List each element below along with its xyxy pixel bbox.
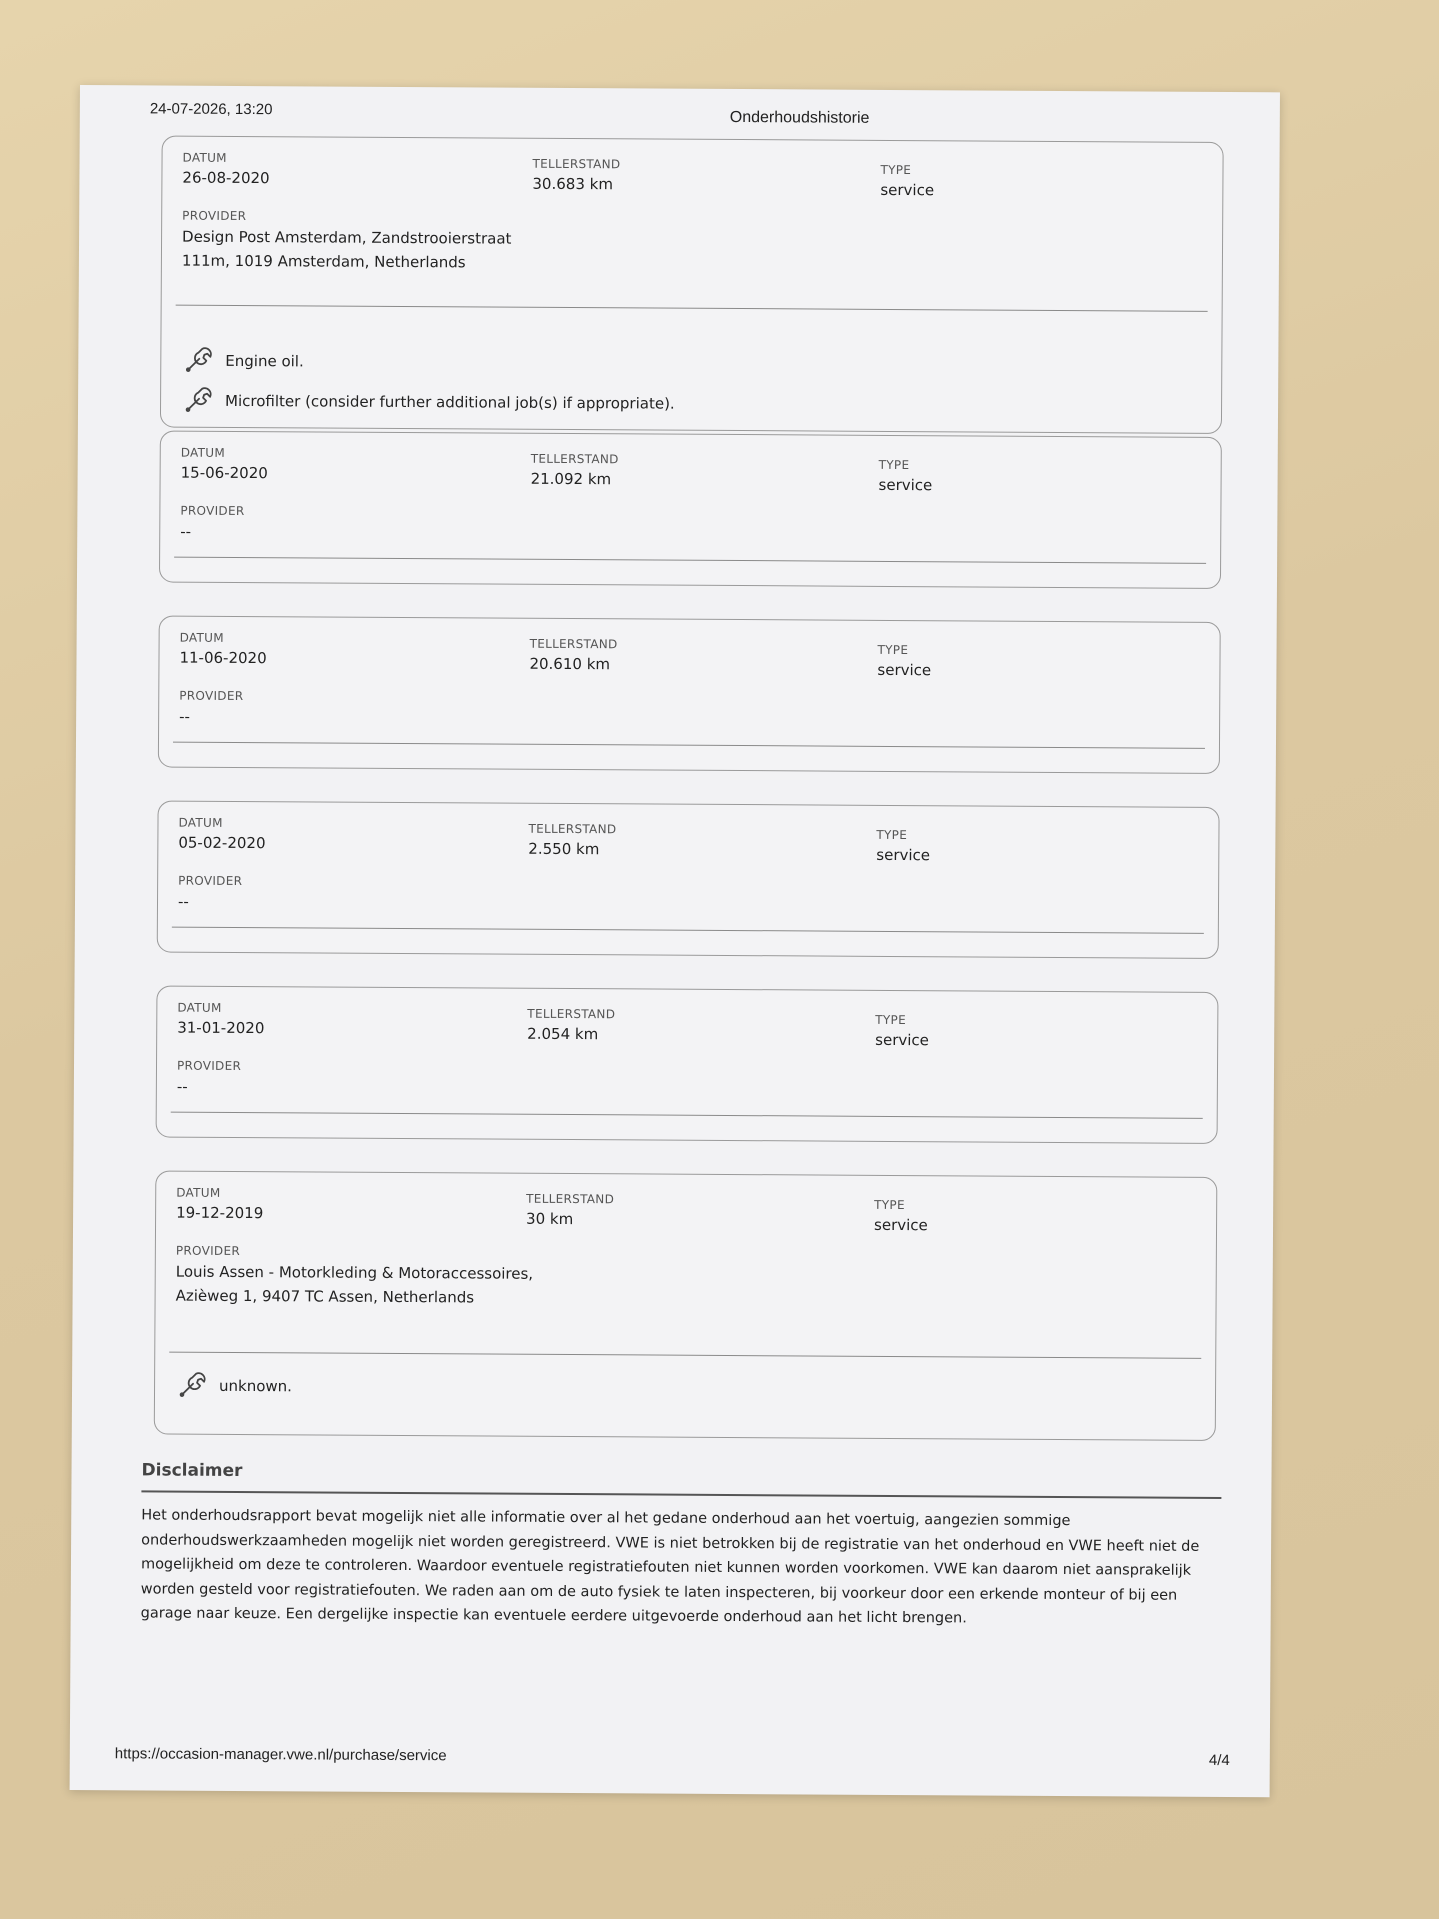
- datum-value: 19-12-2019: [176, 1203, 264, 1223]
- type-label: TYPE: [878, 457, 910, 473]
- datum-field: [179, 631, 266, 668]
- tellerstand-field: [527, 1007, 615, 1044]
- datum-field: [177, 1001, 264, 1038]
- disclaimer-text: Het onderhoudsrapport bevat mogelijk niet alle informatie over al het gedane onderhoud aan het voertuig, aangezien sommige onderhoudswerkzaamheden mogelijk niet worden geregistreerd. VWE is niet betrokken bij de registratie van het onderhoud en VWE heeft niet de mogelijkheid om deze te controleren. Waardoor eventuele registratiefouten niet kunnen worden voorkomen. VWE kan daarom niet aansprakelijk worden gesteld voor registratiefouten. We raden aan om de auto fysiek te laten inspecteren, bij voorkeur door een erkende monteur of bij een garage naar keuze. Een dergelijke inspectie kan eventuele eerdere uitgevoerde onderhoud aan het licht brengen.: [140, 1507, 1200, 1627]
- tellerstand-label: TELLERSTAND: [527, 1006, 616, 1022]
- provider-label: PROVIDER: [176, 1058, 242, 1074]
- provider-value: --: [176, 1077, 188, 1096]
- printed-page: [70, 85, 1280, 1797]
- provider-field: [177, 1059, 537, 1101]
- provider-value: Design Post Amsterdam, Zandstrooierstraat 111m, 1019 Amsterdam, Netherlands: [181, 227, 512, 272]
- tellerstand-field: [528, 822, 616, 859]
- record-divider: [171, 1112, 1203, 1119]
- tellerstand-field: [531, 452, 619, 489]
- tellerstand-field: [526, 1192, 614, 1229]
- datum-label: DATUM: [176, 1185, 221, 1200]
- tellerstand-value: 2.054 km: [527, 1024, 599, 1044]
- job-description: Microfilter (consider further additional job(s) if appropriate).: [225, 391, 675, 413]
- disclaimer-divider: [141, 1490, 1221, 1499]
- service-record-card: [160, 135, 1224, 433]
- provider-field: [176, 1244, 536, 1310]
- type-label: TYPE: [877, 642, 909, 658]
- type-value: service: [876, 845, 931, 865]
- wrench-icon: [183, 347, 213, 375]
- datum-label: DATUM: [180, 445, 226, 460]
- record-divider: [169, 1352, 1201, 1359]
- provider-label: PROVIDER: [179, 688, 244, 704]
- tellerstand-label: TELLERSTAND: [526, 1191, 615, 1207]
- page-title: Onderhoudshistorie: [729, 108, 870, 127]
- service-record-card: [154, 1170, 1218, 1440]
- tellerstand-label: TELLERSTAND: [532, 156, 621, 172]
- print-datetime: 24-07-2026, 13:20: [149, 100, 273, 119]
- provider-value: --: [179, 707, 191, 726]
- type-field: [875, 1013, 929, 1049]
- job-item: [183, 347, 304, 376]
- job-description: Engine oil.: [225, 351, 304, 371]
- datum-value: 31-01-2020: [177, 1018, 265, 1038]
- provider-value: --: [180, 522, 192, 541]
- type-value: service: [878, 475, 933, 495]
- datum-field: [178, 816, 265, 853]
- datum-value: 15-06-2020: [180, 463, 268, 483]
- service-record-card: [158, 615, 1221, 773]
- type-label: TYPE: [874, 1197, 905, 1213]
- tellerstand-value: 30 km: [526, 1209, 574, 1229]
- tellerstand-field: [529, 637, 617, 674]
- datum-value: 11-06-2020: [179, 648, 267, 668]
- wrench-icon: [183, 387, 213, 415]
- provider-label: PROVIDER: [175, 1243, 241, 1258]
- wrench-icon: [177, 1372, 207, 1400]
- datum-label: DATUM: [177, 1000, 222, 1015]
- service-record-card: [159, 430, 1222, 588]
- type-value: service: [873, 1215, 928, 1235]
- tellerstand-label: TELLERSTAND: [530, 451, 619, 467]
- type-label: TYPE: [876, 827, 908, 843]
- provider-label: PROVIDER: [180, 503, 245, 519]
- job-description: unknown.: [219, 1376, 293, 1396]
- type-field: [877, 643, 931, 679]
- tellerstand-value: 21.092 km: [530, 469, 612, 489]
- provider-value: --: [177, 892, 189, 911]
- provider-field: [182, 209, 542, 275]
- datum-field: [181, 446, 268, 483]
- type-field: [876, 828, 930, 864]
- type-value: service: [880, 180, 935, 200]
- type-field: [879, 458, 933, 494]
- datum-field: [176, 1186, 263, 1223]
- disclaimer-title: Disclaimer: [141, 1460, 243, 1482]
- tellerstand-value: 20.610 km: [529, 654, 611, 674]
- record-divider: [176, 305, 1208, 312]
- tellerstand-label: TELLERSTAND: [528, 821, 617, 837]
- provider-field: [179, 689, 539, 731]
- provider-label: PROVIDER: [178, 873, 243, 889]
- datum-field: [182, 151, 269, 188]
- tellerstand-value: 2.550 km: [528, 839, 600, 859]
- datum-label: DATUM: [178, 815, 223, 830]
- datum-value: 26-08-2020: [182, 168, 270, 188]
- datum-label: DATUM: [182, 150, 227, 165]
- type-label: TYPE: [880, 162, 912, 178]
- provider-field: [180, 504, 540, 546]
- datum-value: 05-02-2020: [178, 833, 266, 853]
- tellerstand-value: 30.683 km: [532, 174, 614, 194]
- service-record-card: [156, 985, 1219, 1143]
- page-number: 4/4: [1208, 1751, 1230, 1770]
- type-field: [880, 163, 934, 199]
- record-divider: [174, 557, 1206, 564]
- type-field: [874, 1198, 928, 1234]
- job-item: [183, 387, 675, 418]
- record-divider: [172, 927, 1204, 934]
- type-label: TYPE: [875, 1012, 907, 1028]
- provider-field: [178, 874, 538, 916]
- service-record-card: [157, 800, 1220, 958]
- datum-label: DATUM: [179, 630, 224, 645]
- provider-label: PROVIDER: [182, 208, 247, 224]
- type-value: service: [875, 1030, 929, 1050]
- record-divider: [173, 742, 1205, 749]
- job-item: [177, 1372, 292, 1401]
- tellerstand-label: TELLERSTAND: [529, 636, 618, 652]
- provider-value: Louis Assen - Motorkleding & Motoraccessoires, Azièweg 1, 9407 TC Assen, Netherlands: [175, 1262, 534, 1307]
- type-value: service: [877, 660, 932, 680]
- tellerstand-field: [532, 157, 620, 194]
- footer-url: https://occasion-manager.vwe.nl/purchase/service: [114, 1745, 447, 1765]
